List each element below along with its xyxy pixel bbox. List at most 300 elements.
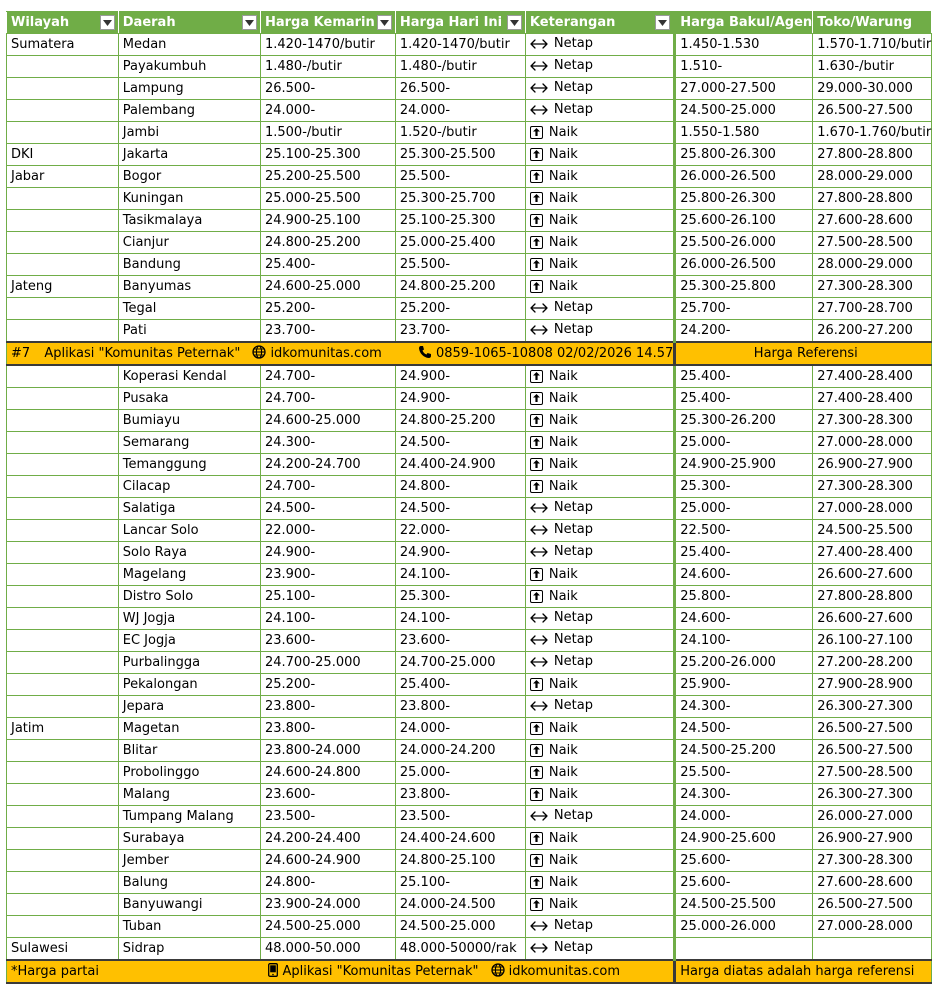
wilayah-cell[interactable] xyxy=(7,872,119,894)
daerah-cell[interactable]: Semarang xyxy=(118,432,260,454)
harga-toko-cell[interactable] xyxy=(813,938,932,961)
harga-bakul-cell[interactable]: 24.500-25.500 xyxy=(675,894,813,916)
daerah-cell[interactable]: Jember xyxy=(118,850,260,872)
keterangan-cell[interactable] xyxy=(525,740,674,762)
keterangan-cell[interactable] xyxy=(525,872,674,894)
harga-toko-cell[interactable]: 26.600-27.600 xyxy=(813,608,932,630)
harga-kemarin-cell[interactable]: 24.800- xyxy=(260,872,395,894)
daerah-cell[interactable]: Bumiayu xyxy=(118,410,260,432)
daerah-cell[interactable]: Pusaka xyxy=(118,388,260,410)
daerah-cell[interactable]: Lampung xyxy=(118,78,260,100)
wilayah-cell[interactable]: Jatim xyxy=(7,718,119,740)
keterangan-cell[interactable] xyxy=(525,916,674,938)
harga-kemarin-cell[interactable]: 23.800-24.000 xyxy=(260,740,395,762)
harga-bakul-cell[interactable]: 24.600- xyxy=(675,608,813,630)
wilayah-cell[interactable] xyxy=(7,762,119,784)
harga-kemarin-cell[interactable]: 24.700-25.000 xyxy=(260,652,395,674)
harga-toko-cell[interactable]: 28.000-29.000 xyxy=(813,254,932,276)
harga-bakul-cell[interactable]: 1.510- xyxy=(675,56,813,78)
keterangan-cell[interactable] xyxy=(525,432,674,454)
wilayah-cell[interactable] xyxy=(7,894,119,916)
keterangan-cell[interactable] xyxy=(525,938,674,961)
harga-bakul-cell[interactable]: 25.600- xyxy=(675,872,813,894)
harga-toko-cell[interactable]: 27.600-28.600 xyxy=(813,872,932,894)
keterangan-cell[interactable] xyxy=(525,850,674,872)
harga-hari-ini-cell[interactable]: 48.000-50000/rak xyxy=(395,938,525,961)
daerah-cell[interactable]: Tasikmalaya xyxy=(118,210,260,232)
wilayah-cell[interactable] xyxy=(7,100,119,122)
harga-hari-ini-cell[interactable]: 24.000- xyxy=(395,718,525,740)
harga-hari-ini-cell[interactable]: 24.800-25.200 xyxy=(395,276,525,298)
harga-hari-ini-cell[interactable]: 25.000- xyxy=(395,762,525,784)
harga-kemarin-cell[interactable]: 25.400- xyxy=(260,254,395,276)
harga-toko-cell[interactable]: 27.400-28.400 xyxy=(813,388,932,410)
daerah-cell[interactable]: Medan xyxy=(118,34,260,56)
daerah-cell[interactable]: Blitar xyxy=(118,740,260,762)
wilayah-cell[interactable]: Jateng xyxy=(7,276,119,298)
wilayah-cell[interactable] xyxy=(7,740,119,762)
daerah-cell[interactable]: Koperasi Kendal xyxy=(118,365,260,388)
harga-hari-ini-cell[interactable]: 25.300- xyxy=(395,586,525,608)
harga-hari-ini-cell[interactable]: 25.300-25.500 xyxy=(395,144,525,166)
wilayah-cell[interactable] xyxy=(7,696,119,718)
daerah-cell[interactable]: Lancar Solo xyxy=(118,520,260,542)
harga-kemarin-cell[interactable]: 23.900- xyxy=(260,564,395,586)
harga-bakul-cell[interactable]: 24.300- xyxy=(675,784,813,806)
wilayah-cell[interactable] xyxy=(7,564,119,586)
keterangan-cell[interactable] xyxy=(525,564,674,586)
keterangan-cell[interactable] xyxy=(525,894,674,916)
harga-bakul-cell[interactable]: 25.300-26.200 xyxy=(675,410,813,432)
harga-bakul-cell[interactable]: 25.000- xyxy=(675,498,813,520)
daerah-cell[interactable]: Solo Raya xyxy=(118,542,260,564)
harga-toko-cell[interactable]: 26.900-27.900 xyxy=(813,454,932,476)
harga-toko-cell[interactable]: 27.500-28.500 xyxy=(813,762,932,784)
harga-toko-cell[interactable]: 27.300-28.300 xyxy=(813,850,932,872)
wilayah-cell[interactable] xyxy=(7,365,119,388)
harga-hari-ini-cell[interactable]: 1.520-/butir xyxy=(395,122,525,144)
col-header-keterangan[interactable] xyxy=(525,12,674,34)
keterangan-cell[interactable] xyxy=(525,454,674,476)
daerah-cell[interactable]: Tumpang Malang xyxy=(118,806,260,828)
harga-bakul-cell[interactable]: 24.500- xyxy=(675,718,813,740)
harga-toko-cell[interactable]: 27.300-28.300 xyxy=(813,276,932,298)
wilayah-cell[interactable] xyxy=(7,542,119,564)
daerah-cell[interactable]: Distro Solo xyxy=(118,586,260,608)
daerah-cell[interactable]: Cianjur xyxy=(118,232,260,254)
harga-bakul-cell[interactable]: 25.400- xyxy=(675,388,813,410)
harga-hari-ini-cell[interactable]: 24.900- xyxy=(395,388,525,410)
harga-kemarin-cell[interactable]: 23.600- xyxy=(260,784,395,806)
harga-toko-cell[interactable]: 27.400-28.400 xyxy=(813,365,932,388)
filter-dropdown-icon[interactable] xyxy=(242,15,257,30)
wilayah-cell[interactable] xyxy=(7,828,119,850)
daerah-cell[interactable]: Probolinggo xyxy=(118,762,260,784)
harga-bakul-cell[interactable]: 25.800-26.300 xyxy=(675,188,813,210)
keterangan-cell[interactable] xyxy=(525,718,674,740)
harga-toko-cell[interactable]: 27.400-28.400 xyxy=(813,542,932,564)
daerah-cell[interactable]: Tuban xyxy=(118,916,260,938)
harga-hari-ini-cell[interactable]: 24.000-24.500 xyxy=(395,894,525,916)
harga-bakul-cell[interactable]: 25.400- xyxy=(675,542,813,564)
wilayah-cell[interactable] xyxy=(7,410,119,432)
harga-kemarin-cell[interactable]: 48.000-50.000 xyxy=(260,938,395,961)
keterangan-cell[interactable] xyxy=(525,476,674,498)
wilayah-cell[interactable]: Sulawesi xyxy=(7,938,119,961)
harga-hari-ini-cell[interactable]: 25.100- xyxy=(395,872,525,894)
harga-hari-ini-cell[interactable]: 25.500- xyxy=(395,166,525,188)
harga-hari-ini-cell[interactable]: 24.000- xyxy=(395,100,525,122)
harga-bakul-cell[interactable]: 27.000-27.500 xyxy=(675,78,813,100)
wilayah-cell[interactable] xyxy=(7,298,119,320)
daerah-cell[interactable]: Palembang xyxy=(118,100,260,122)
daerah-cell[interactable]: Magetan xyxy=(118,718,260,740)
harga-toko-cell[interactable]: 26.500-27.500 xyxy=(813,740,932,762)
harga-bakul-cell[interactable]: 25.400- xyxy=(675,365,813,388)
keterangan-cell[interactable] xyxy=(525,210,674,232)
filter-dropdown-icon[interactable] xyxy=(507,15,522,30)
harga-kemarin-cell[interactable]: 23.800- xyxy=(260,718,395,740)
harga-kemarin-cell[interactable]: 1.500-/butir xyxy=(260,122,395,144)
harga-toko-cell[interactable]: 27.500-28.500 xyxy=(813,232,932,254)
harga-hari-ini-cell[interactable]: 25.300-25.700 xyxy=(395,188,525,210)
harga-hari-ini-cell[interactable]: 24.400-24.600 xyxy=(395,828,525,850)
harga-kemarin-cell[interactable]: 24.600-24.900 xyxy=(260,850,395,872)
keterangan-label: Naik xyxy=(548,124,578,140)
keterangan-cell[interactable] xyxy=(525,630,674,652)
harga-bakul-cell[interactable]: 24.600- xyxy=(675,564,813,586)
harga-hari-ini-cell[interactable]: 24.900- xyxy=(395,542,525,564)
harga-toko-cell[interactable]: 27.800-28.800 xyxy=(813,586,932,608)
harga-toko-cell[interactable]: 27.700-28.700 xyxy=(813,298,932,320)
harga-hari-ini-cell[interactable]: 24.400-24.900 xyxy=(395,454,525,476)
harga-kemarin-cell[interactable]: 23.700- xyxy=(260,320,395,343)
wilayah-cell[interactable] xyxy=(7,188,119,210)
harga-toko-cell[interactable]: 27.300-28.300 xyxy=(813,476,932,498)
keterangan-cell[interactable] xyxy=(525,144,674,166)
harga-kemarin-cell[interactable]: 24.600-24.800 xyxy=(260,762,395,784)
keterangan-cell[interactable] xyxy=(525,276,674,298)
keterangan-cell[interactable] xyxy=(525,696,674,718)
harga-hari-ini-cell[interactable]: 23.600- xyxy=(395,630,525,652)
keterangan-cell[interactable] xyxy=(525,806,674,828)
wilayah-cell[interactable] xyxy=(7,432,119,454)
wilayah-cell[interactable] xyxy=(7,210,119,232)
keterangan-cell[interactable] xyxy=(525,608,674,630)
wilayah-cell[interactable] xyxy=(7,916,119,938)
keterangan-cell[interactable] xyxy=(525,784,674,806)
harga-hari-ini-cell[interactable]: 26.500- xyxy=(395,78,525,100)
keterangan-cell[interactable] xyxy=(525,232,674,254)
harga-kemarin-cell[interactable]: 24.700- xyxy=(260,388,395,410)
harga-kemarin-cell[interactable]: 24.200-24.700 xyxy=(260,454,395,476)
harga-kemarin-cell[interactable]: 25.200- xyxy=(260,674,395,696)
wilayah-cell[interactable] xyxy=(7,320,119,343)
harga-bakul-cell[interactable]: 1.450-1.530 xyxy=(675,34,813,56)
harga-toko-cell[interactable]: 27.000-28.000 xyxy=(813,916,932,938)
wilayah-cell[interactable] xyxy=(7,498,119,520)
harga-toko-cell[interactable]: 28.000-29.000 xyxy=(813,166,932,188)
col-header-harga-kemarin[interactable] xyxy=(260,12,395,34)
wilayah-cell[interactable] xyxy=(7,232,119,254)
harga-toko-cell[interactable]: 26.300-27.300 xyxy=(813,784,932,806)
daerah-cell[interactable]: Cilacap xyxy=(118,476,260,498)
wilayah-cell[interactable] xyxy=(7,652,119,674)
harga-kemarin-cell[interactable]: 1.420-1470/butir xyxy=(260,34,395,56)
harga-kemarin-cell[interactable]: 26.500- xyxy=(260,78,395,100)
harga-toko-cell[interactable]: 1.630-/butir xyxy=(813,56,932,78)
daerah-cell[interactable]: Pekalongan xyxy=(118,674,260,696)
harga-bakul-cell[interactable]: 26.000-26.500 xyxy=(675,254,813,276)
harga-kemarin-cell[interactable]: 22.000- xyxy=(260,520,395,542)
harga-toko-cell[interactable]: 26.500-27.500 xyxy=(813,100,932,122)
harga-toko-cell[interactable]: 26.500-27.500 xyxy=(813,894,932,916)
harga-hari-ini-cell[interactable]: 1.420-1470/butir xyxy=(395,34,525,56)
harga-toko-cell[interactable]: 27.800-28.800 xyxy=(813,144,932,166)
wilayah-cell[interactable] xyxy=(7,254,119,276)
col-header-wilayah[interactable] xyxy=(7,12,119,34)
harga-kemarin-cell[interactable]: 24.600-25.000 xyxy=(260,410,395,432)
harga-bakul-cell[interactable]: 25.300- xyxy=(675,476,813,498)
harga-hari-ini-cell[interactable]: 24.500-25.000 xyxy=(395,916,525,938)
wilayah-cell[interactable] xyxy=(7,56,119,78)
harga-kemarin-cell[interactable]: 24.600-25.000 xyxy=(260,276,395,298)
wilayah-cell[interactable] xyxy=(7,122,119,144)
col-header-daerah[interactable] xyxy=(118,12,260,34)
keterangan-cell[interactable] xyxy=(525,254,674,276)
wilayah-cell[interactable] xyxy=(7,608,119,630)
harga-toko-cell[interactable]: 27.000-28.000 xyxy=(813,432,932,454)
filter-dropdown-icon[interactable] xyxy=(655,15,670,30)
keterangan-cell[interactable] xyxy=(525,365,674,388)
keterangan-cell[interactable] xyxy=(525,828,674,850)
harga-bakul-cell[interactable]: 24.900-25.900 xyxy=(675,454,813,476)
harga-toko-cell[interactable]: 27.000-28.000 xyxy=(813,498,932,520)
harga-toko-cell[interactable]: 27.300-28.300 xyxy=(813,410,932,432)
daerah-cell[interactable]: Jakarta xyxy=(118,144,260,166)
harga-toko-cell[interactable]: 26.100-27.100 xyxy=(813,630,932,652)
harga-bakul-cell[interactable]: 25.800-26.300 xyxy=(675,144,813,166)
wilayah-cell[interactable] xyxy=(7,850,119,872)
harga-hari-ini-cell[interactable]: 24.500- xyxy=(395,432,525,454)
wilayah-cell[interactable] xyxy=(7,784,119,806)
keterangan-cell[interactable] xyxy=(525,78,674,100)
harga-hari-ini-cell[interactable]: 24.000-24.200 xyxy=(395,740,525,762)
daerah-cell[interactable]: Bogor xyxy=(118,166,260,188)
harga-bakul-cell[interactable]: 1.550-1.580 xyxy=(675,122,813,144)
daerah-cell[interactable]: Tegal xyxy=(118,298,260,320)
keterangan-cell[interactable] xyxy=(525,652,674,674)
keterangan-label: Netap xyxy=(553,500,593,516)
harga-toko-cell[interactable]: 26.500-27.500 xyxy=(813,718,932,740)
harga-toko-cell[interactable]: 26.900-27.900 xyxy=(813,828,932,850)
daerah-cell[interactable]: EC Jogja xyxy=(118,630,260,652)
daerah-cell[interactable]: Sidrap xyxy=(118,938,260,961)
harga-hari-ini-cell[interactable]: 22.000- xyxy=(395,520,525,542)
harga-kemarin-cell[interactable]: 23.800- xyxy=(260,696,395,718)
harga-toko-cell[interactable]: 24.500-25.500 xyxy=(813,520,932,542)
harga-bakul-cell[interactable]: 24.300- xyxy=(675,696,813,718)
harga-bakul-cell[interactable]: 24.100- xyxy=(675,630,813,652)
keterangan-cell[interactable] xyxy=(525,100,674,122)
keterangan-cell[interactable] xyxy=(525,520,674,542)
daerah-cell[interactable]: Pati xyxy=(118,320,260,343)
harga-kemarin-cell[interactable]: 1.480-/butir xyxy=(260,56,395,78)
wilayah-cell[interactable] xyxy=(7,520,119,542)
harga-bakul-cell[interactable]: 24.500-25.000 xyxy=(675,100,813,122)
harga-kemarin-cell[interactable]: 25.200-25.500 xyxy=(260,166,395,188)
daerah-cell[interactable]: Payakumbuh xyxy=(118,56,260,78)
daerah-cell[interactable]: Balung xyxy=(118,872,260,894)
harga-bakul-cell[interactable]: 25.000-26.000 xyxy=(675,916,813,938)
daerah-cell[interactable]: Purbalingga xyxy=(118,652,260,674)
harga-hari-ini-cell[interactable]: 23.500- xyxy=(395,806,525,828)
harga-kemarin-cell[interactable]: 24.900- xyxy=(260,542,395,564)
harga-bakul-cell[interactable]: 25.500-26.000 xyxy=(675,232,813,254)
col-header-harga-hari-ini[interactable] xyxy=(395,12,525,34)
harga-toko-cell[interactable]: 27.800-28.800 xyxy=(813,188,932,210)
harga-bakul-cell[interactable]: 25.800- xyxy=(675,586,813,608)
keterangan-cell[interactable] xyxy=(525,56,674,78)
filter-dropdown-icon[interactable] xyxy=(100,15,115,30)
harga-bakul-cell[interactable]: 25.000- xyxy=(675,432,813,454)
harga-toko-cell[interactable]: 26.000-27.000 xyxy=(813,806,932,828)
harga-hari-ini-cell[interactable]: 23.700- xyxy=(395,320,525,343)
harga-hari-ini-cell[interactable]: 25.000-25.400 xyxy=(395,232,525,254)
harga-hari-ini-cell[interactable]: 25.100-25.300 xyxy=(395,210,525,232)
harga-toko-cell[interactable]: 1.670-1.760/butir xyxy=(813,122,932,144)
daerah-cell[interactable]: Jambi xyxy=(118,122,260,144)
harga-kemarin-cell[interactable]: 24.800-25.200 xyxy=(260,232,395,254)
harga-toko-cell[interactable]: 29.000-30.000 xyxy=(813,78,932,100)
harga-kemarin-cell[interactable]: 24.700- xyxy=(260,365,395,388)
harga-bakul-cell[interactable]: 25.200-26.000 xyxy=(675,652,813,674)
harga-kemarin-cell[interactable]: 23.500- xyxy=(260,806,395,828)
harga-hari-ini-cell[interactable]: 25.500- xyxy=(395,254,525,276)
harga-toko-cell[interactable]: 27.200-28.200 xyxy=(813,652,932,674)
daerah-cell[interactable]: WJ Jogja xyxy=(118,608,260,630)
harga-hari-ini-cell[interactable]: 24.800-25.200 xyxy=(395,410,525,432)
keterangan-cell[interactable] xyxy=(525,410,674,432)
daerah-cell[interactable]: Magelang xyxy=(118,564,260,586)
wilayah-cell[interactable] xyxy=(7,806,119,828)
harga-hari-ini-cell[interactable]: 23.800- xyxy=(395,696,525,718)
wilayah-cell[interactable] xyxy=(7,476,119,498)
keterangan-cell[interactable] xyxy=(525,166,674,188)
harga-kemarin-cell[interactable]: 24.000- xyxy=(260,100,395,122)
harga-bakul-cell[interactable]: 22.500- xyxy=(675,520,813,542)
daerah-cell[interactable]: Banyumas xyxy=(118,276,260,298)
keterangan-cell[interactable] xyxy=(525,388,674,410)
harga-kemarin-cell[interactable]: 25.200- xyxy=(260,298,395,320)
harga-bakul-cell[interactable]: 25.900- xyxy=(675,674,813,696)
harga-kemarin-cell[interactable]: 23.600- xyxy=(260,630,395,652)
daerah-cell[interactable]: Malang xyxy=(118,784,260,806)
harga-toko-cell[interactable]: 26.600-27.600 xyxy=(813,564,932,586)
keterangan-cell[interactable] xyxy=(525,762,674,784)
harga-kemarin-cell[interactable]: 25.000-25.500 xyxy=(260,188,395,210)
filter-dropdown-icon[interactable] xyxy=(377,15,392,30)
daerah-cell[interactable]: Jepara xyxy=(118,696,260,718)
keterangan-cell[interactable] xyxy=(525,498,674,520)
harga-hari-ini-cell[interactable]: 1.480-/butir xyxy=(395,56,525,78)
harga-hari-ini-cell[interactable]: 24.800- xyxy=(395,476,525,498)
wilayah-cell[interactable] xyxy=(7,388,119,410)
harga-bakul-cell[interactable]: 24.200- xyxy=(675,320,813,343)
harga-toko-cell[interactable]: 26.200-27.200 xyxy=(813,320,932,343)
daerah-cell[interactable]: Salatiga xyxy=(118,498,260,520)
harga-kemarin-cell[interactable]: 24.900-25.100 xyxy=(260,210,395,232)
harga-kemarin-cell[interactable]: 24.500-25.000 xyxy=(260,916,395,938)
wilayah-cell[interactable] xyxy=(7,674,119,696)
wilayah-cell[interactable] xyxy=(7,454,119,476)
harga-bakul-cell[interactable]: 24.000- xyxy=(675,806,813,828)
harga-hari-ini-cell[interactable]: 25.200- xyxy=(395,298,525,320)
harga-hari-ini-cell[interactable]: 24.500- xyxy=(395,498,525,520)
harga-toko-cell[interactable]: 1.570-1.710/butir xyxy=(813,34,932,56)
wilayah-cell[interactable] xyxy=(7,630,119,652)
harga-bakul-cell[interactable]: 26.000-26.500 xyxy=(675,166,813,188)
keterangan-cell[interactable] xyxy=(525,298,674,320)
keterangan-cell[interactable] xyxy=(525,34,674,56)
daerah-cell[interactable]: Surabaya xyxy=(118,828,260,850)
harga-bakul-cell[interactable]: 25.600- xyxy=(675,850,813,872)
wilayah-cell[interactable]: DKI xyxy=(7,144,119,166)
harga-kemarin-cell[interactable]: 24.300- xyxy=(260,432,395,454)
harga-bakul-cell[interactable]: 24.900-25.600 xyxy=(675,828,813,850)
keterangan-cell[interactable] xyxy=(525,542,674,564)
harga-kemarin-cell[interactable]: 24.700- xyxy=(260,476,395,498)
harga-toko-cell[interactable]: 27.900-28.900 xyxy=(813,674,932,696)
harga-hari-ini-cell[interactable]: 23.800- xyxy=(395,784,525,806)
keterangan-cell[interactable] xyxy=(525,674,674,696)
harga-kemarin-cell[interactable]: 24.100- xyxy=(260,608,395,630)
harga-kemarin-cell[interactable]: 25.100-25.300 xyxy=(260,144,395,166)
keterangan-cell[interactable] xyxy=(525,122,674,144)
harga-bakul-cell[interactable]: 25.300-25.800 xyxy=(675,276,813,298)
harga-bakul-cell[interactable]: 24.500-25.200 xyxy=(675,740,813,762)
keterangan-cell[interactable] xyxy=(525,188,674,210)
daerah-cell[interactable]: Banyuwangi xyxy=(118,894,260,916)
harga-kemarin-cell[interactable]: 24.500- xyxy=(260,498,395,520)
harga-bakul-cell[interactable]: 25.700- xyxy=(675,298,813,320)
wilayah-cell[interactable]: Jabar xyxy=(7,166,119,188)
harga-bakul-cell[interactable]: 25.600-26.100 xyxy=(675,210,813,232)
daerah-cell[interactable]: Kuningan xyxy=(118,188,260,210)
harga-kemarin-cell[interactable]: 24.200-24.400 xyxy=(260,828,395,850)
wilayah-cell[interactable]: Sumatera xyxy=(7,34,119,56)
harga-hari-ini-cell[interactable]: 24.900- xyxy=(395,365,525,388)
harga-hari-ini-cell[interactable]: 24.700-25.000 xyxy=(395,652,525,674)
wilayah-cell[interactable] xyxy=(7,78,119,100)
harga-hari-ini-cell[interactable]: 24.800-25.100 xyxy=(395,850,525,872)
harga-hari-ini-cell[interactable]: 24.100- xyxy=(395,608,525,630)
harga-toko-cell[interactable]: 27.600-28.600 xyxy=(813,210,932,232)
harga-bakul-cell[interactable] xyxy=(675,938,813,961)
keterangan-cell[interactable] xyxy=(525,320,674,343)
table-row xyxy=(7,586,932,608)
daerah-cell[interactable]: Temanggung xyxy=(118,454,260,476)
harga-kemarin-cell[interactable]: 25.100- xyxy=(260,586,395,608)
daerah-cell[interactable]: Bandung xyxy=(118,254,260,276)
harga-hari-ini-cell[interactable]: 25.400- xyxy=(395,674,525,696)
harga-kemarin-cell[interactable]: 23.900-24.000 xyxy=(260,894,395,916)
harga-toko-cell[interactable]: 26.300-27.300 xyxy=(813,696,932,718)
harga-hari-ini-cell[interactable]: 24.100- xyxy=(395,564,525,586)
keterangan-cell[interactable] xyxy=(525,586,674,608)
wilayah-cell[interactable] xyxy=(7,586,119,608)
harga-bakul-cell[interactable]: 25.500- xyxy=(675,762,813,784)
